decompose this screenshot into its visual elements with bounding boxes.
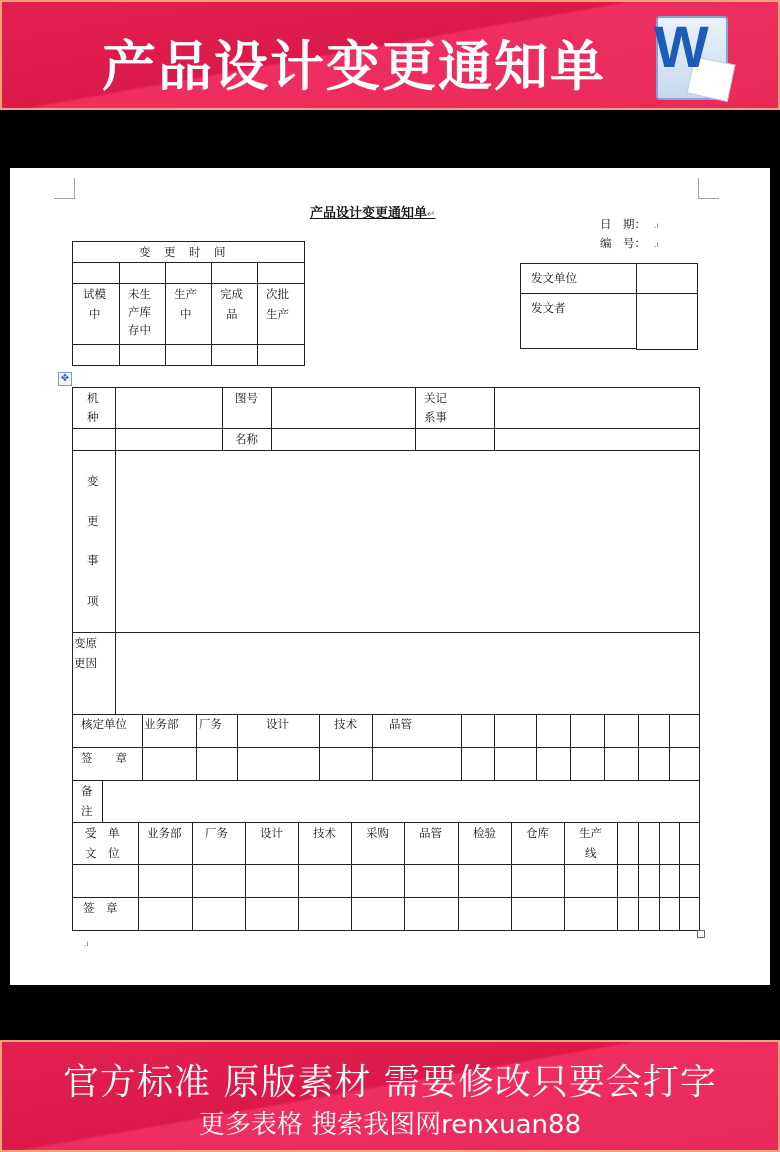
recipient-dept-sales: 业务部 (138, 822, 193, 865)
signature-qc[interactable] (372, 747, 462, 781)
recipient-row2[interactable] (72, 864, 139, 898)
stage-trial-mold: 试模 中 (72, 283, 120, 345)
approval-dept-factory: 厂务 (196, 714, 238, 748)
time-check-cell[interactable] (257, 344, 305, 366)
stage-in-production: 生产 中 (165, 283, 212, 345)
name-value[interactable] (271, 428, 416, 451)
approval-extra-cell[interactable] (494, 714, 537, 748)
time-check-cell[interactable] (211, 344, 258, 366)
related-matter-value[interactable] (494, 387, 700, 429)
recipient-dept-tech: 技术 (298, 822, 352, 865)
recipient-row2-cell[interactable] (679, 864, 700, 898)
table-move-handle-icon[interactable]: ✥ (58, 372, 72, 386)
recipient-signature-cell[interactable] (638, 897, 660, 931)
related-matter-label: 关记 系事 (415, 387, 495, 429)
recipient-signature-cell[interactable] (659, 897, 680, 931)
time-check-cell[interactable] (72, 344, 120, 366)
recipient-extra[interactable] (617, 822, 639, 865)
signature-extra[interactable] (638, 747, 670, 781)
approval-extra-cell[interactable] (604, 714, 639, 748)
approval-extra-cell[interactable] (461, 714, 495, 748)
recipient-row2-cell[interactable] (638, 864, 660, 898)
recipient-signature-cell[interactable] (192, 897, 246, 931)
number-label: 编 号： (600, 236, 646, 250)
time-cell[interactable] (119, 262, 166, 284)
document-title: 产品设计变更通知单↵ (310, 206, 436, 221)
signature-extra[interactable] (536, 747, 571, 781)
approval-dept-tech: 技术 (319, 714, 373, 748)
approval-extra-cell[interactable] (638, 714, 670, 748)
time-cell[interactable] (165, 262, 212, 284)
date-label: 日 期： (600, 217, 646, 231)
banner-source: 更多表格 搜索我图网renxuan88 (198, 1110, 582, 1140)
document-page: 产品设计变更通知单↵ 日 期： .ı 编 号： .ı 变 更 时 间 试模 中 未生 产库 存中 生产 中 完成 品 次批 生产 发文单位 发文者 ✥ 机 种 图号 关记 系事 名称 变 更 事 项 变原 更因 核定单位 业务部 厂务 设计 技术 品管 签 章 备 注 受 单 文 位 业务部 厂务 设计 技术 采购 品管 检验 仓库 生产 线 签 章 .ı (10, 168, 770, 985)
machine-type-sub-value[interactable] (115, 428, 223, 451)
time-cell[interactable] (257, 262, 305, 284)
recipient-signature-cell[interactable] (564, 897, 618, 931)
recipient-dept-warehouse: 仓库 (511, 822, 565, 865)
recipient-row2-cell[interactable] (659, 864, 680, 898)
recipient-dept-inspection: 检验 (458, 822, 512, 865)
recipient-signature-cell[interactable] (458, 897, 512, 931)
approval-extra-cell[interactable] (536, 714, 571, 748)
margin-corner-top-left (54, 178, 75, 199)
approval-extra-cell[interactable] (669, 714, 700, 748)
stage-unproduced-stock: 未生 产库 存中 (119, 283, 166, 345)
recipient-signature-cell[interactable] (679, 897, 700, 931)
recipient-unit-label: 受 单 文 位 (72, 822, 139, 865)
change-reason-value[interactable] (115, 632, 700, 715)
time-check-cell[interactable] (119, 344, 166, 366)
recipient-dept-qc: 品管 (404, 822, 459, 865)
signature-design[interactable] (237, 747, 320, 781)
signature-extra[interactable] (669, 747, 700, 781)
issuer-value[interactable] (636, 293, 698, 350)
machine-type-label: 机 种 (72, 387, 116, 429)
banner-slogan: 官方标准 原版素材 需要修改只要会打字 (63, 1062, 717, 1103)
recipient-dept-factory: 厂务 (192, 822, 246, 865)
remarks-value[interactable] (102, 780, 700, 823)
issuing-unit-label-cell: 发文单位 (520, 263, 637, 294)
table-resize-handle[interactable] (697, 930, 705, 938)
signature-factory[interactable] (196, 747, 238, 781)
recipient-signature-cell[interactable] (511, 897, 565, 931)
time-check-cell[interactable] (165, 344, 212, 366)
time-cell[interactable] (72, 262, 120, 284)
signature-label: 签 章 (72, 747, 143, 781)
remarks-label: 备 注 (72, 780, 103, 823)
recipient-signature-cell[interactable] (351, 897, 405, 931)
signature-tech[interactable] (319, 747, 373, 781)
signature-extra[interactable] (461, 747, 495, 781)
related-sub[interactable] (415, 428, 495, 451)
signature-sales[interactable] (142, 747, 197, 781)
recipient-row2-cell[interactable] (404, 864, 459, 898)
drawing-no-label: 图号 (222, 387, 272, 429)
word-document-icon (650, 16, 732, 100)
recipient-row2-cell[interactable] (617, 864, 639, 898)
paragraph-mark: .ı (84, 939, 89, 948)
recipient-signature-cell[interactable] (404, 897, 459, 931)
recipient-row2-cell[interactable] (138, 864, 193, 898)
word-letter: W (654, 15, 709, 80)
recipient-signature-cell[interactable] (617, 897, 639, 931)
time-cell[interactable] (211, 262, 258, 284)
recipient-extra[interactable] (659, 822, 680, 865)
approval-unit-label: 核定单位 (72, 714, 143, 748)
recipient-dept-production-line: 生产 线 (564, 822, 618, 865)
machine-type-value[interactable] (115, 387, 223, 429)
stage-next-batch: 次批 生产 (257, 283, 305, 345)
margin-corner-top-right (698, 178, 719, 199)
bottom-banner (0, 1040, 780, 1152)
signature-extra[interactable] (604, 747, 639, 781)
recipient-row2-cell[interactable] (351, 864, 405, 898)
top-banner (0, 0, 780, 110)
issuing-unit-value[interactable] (636, 263, 698, 294)
recipient-signature-cell[interactable] (298, 897, 352, 931)
banner-title: 产品设计变更通知单 (102, 35, 606, 98)
approval-extra-cell[interactable] (570, 714, 605, 748)
change-time-header: 变 更 时 间 (72, 241, 305, 263)
recipient-row2-cell[interactable] (564, 864, 618, 898)
recipient-row2-cell[interactable] (511, 864, 565, 898)
related-sub-value[interactable] (494, 428, 700, 451)
change-reason-label: 变原 更因 (72, 632, 116, 715)
recipient-signature-cell[interactable] (245, 897, 299, 931)
recipient-signature-cell[interactable] (138, 897, 193, 931)
recipient-row2-cell[interactable] (298, 864, 352, 898)
approval-dept-sales: 业务部 (142, 714, 197, 748)
recipient-row2-cell[interactable] (192, 864, 246, 898)
recipient-extra[interactable] (679, 822, 700, 865)
drawing-no-value[interactable] (271, 387, 416, 429)
recipient-dept-purchasing: 采购 (351, 822, 405, 865)
change-items-value[interactable] (115, 450, 700, 633)
signature-extra[interactable] (494, 747, 537, 781)
approval-dept-design: 设计 (237, 714, 320, 748)
change-items-label: 变 更 事 项 (72, 450, 116, 633)
recipient-dept-design: 设计 (245, 822, 299, 865)
recipient-signature-label: 签 章 (72, 897, 139, 931)
recipient-extra[interactable] (638, 822, 660, 865)
machine-type-sub[interactable] (72, 428, 116, 451)
stage-finished-goods: 完成 品 (211, 283, 258, 345)
signature-extra[interactable] (570, 747, 605, 781)
recipient-row2-cell[interactable] (458, 864, 512, 898)
recipient-row2-cell[interactable] (245, 864, 299, 898)
issuer-label-cell: 发文者 (520, 293, 637, 349)
approval-dept-qc: 品管 (372, 714, 462, 748)
name-label: 名称 (222, 428, 272, 451)
